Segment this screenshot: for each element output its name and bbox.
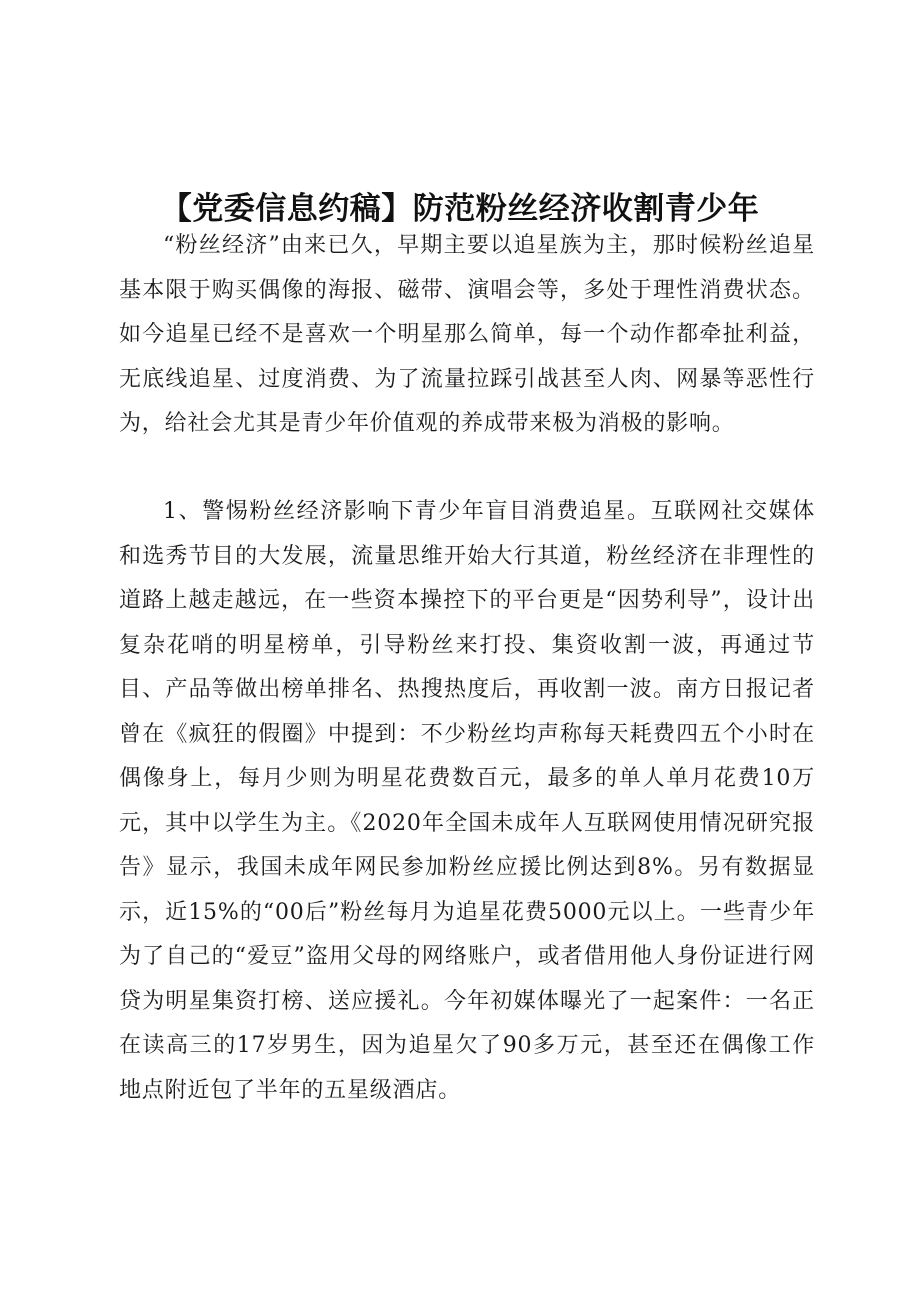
paragraph-section-1: 1、警惕粉丝经济影响下青少年盲目消费追星。互联网社交媒体和选秀节目的大发展，流量思维开始大行其道，粉丝经济在非理性的道路上越走越远，在一些资本操控下的平台更是“因势利导”，设计出复杂花哨的明星榜单，引导粉丝来打投、集资收割一波，再通过节目、产品等做出榜单排名、热搜热度后，再收割一波。南方日报记者曾在《疯狂的假圈》中提到：不少粉丝均声称每天耗费四五个小时在偶像身上，每月少则为明星花费数百元，最多的单人单月花费10万元，其中以学生为主。《2020年全国未成年人互联网使用情况研究报告》显示，我国未成年网民参加粉丝应援比例达到8%。另有数据显示，近15%的“00后”粉丝每月为追星花费5000元以上。一些青少年为了自己的“爱豆”盗用父母的网络账户，或者借用他人身份证进行网贷为明星集资打榜、送应援礼。今年初媒体曝光了一起案件：一名正在读高三的17岁男生，因为追星欠了90多万元，甚至还在偶像工作地点附近包了半年的五星级酒店。 — [119, 499, 815, 1103]
paragraph-intro: “粉丝经济”由来已久，早期主要以追星族为主，那时候粉丝追星基本限于购买偶像的海报、磁带、演唱会等，多处于理性消费状态。如今追星已经不是喜欢一个明星那么简单，每一个动作都牵扯利益，无底线追星、过度消费、为了流量拉踩引战甚至人肉、网暴等恶性行为，给社会尤其是青少年价值观的养成带来极为消极的影响。 — [119, 233, 815, 436]
document-title: 【党委信息约稿】防范粉丝经济收割青少年 — [160, 190, 760, 227]
